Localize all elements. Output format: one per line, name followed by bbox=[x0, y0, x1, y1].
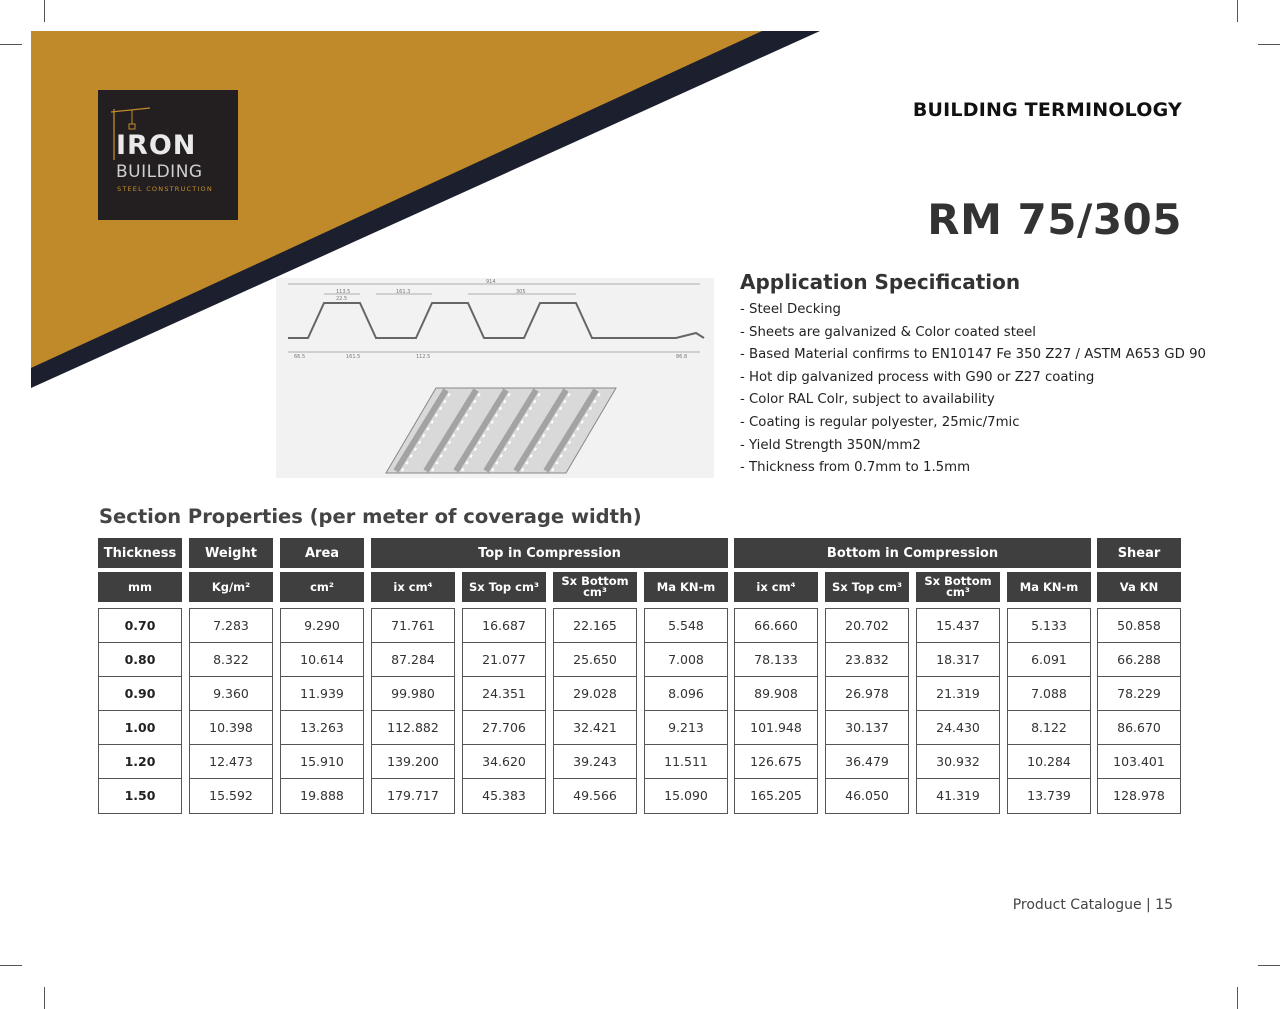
logo-wordmark: IRON bbox=[116, 130, 197, 161]
table-cell: 165.205 bbox=[734, 778, 818, 814]
table-cell: 103.401 bbox=[1097, 744, 1181, 780]
table-cell: 20.702 bbox=[825, 608, 909, 644]
unit-header: ix cm⁴ bbox=[734, 572, 818, 602]
dim-label: 66.5 bbox=[294, 354, 306, 360]
spec-item: - Thickness from 0.7mm to 1.5mm bbox=[740, 460, 971, 476]
dim-label: 86.8 bbox=[676, 354, 688, 360]
table-cell: 11.939 bbox=[280, 676, 364, 712]
table-cell: 15.592 bbox=[189, 778, 273, 814]
table-cell: 19.888 bbox=[280, 778, 364, 814]
group-header-top-compression: Top in Compression bbox=[371, 538, 728, 568]
group-header-shear: Shear bbox=[1097, 538, 1181, 568]
unit-header: ix cm⁴ bbox=[371, 572, 455, 602]
table-cell: 50.858 bbox=[1097, 608, 1181, 644]
table-cell: 34.620 bbox=[462, 744, 546, 780]
table-cell: 179.717 bbox=[371, 778, 455, 814]
group-header-bottom-compression: Bottom in Compression bbox=[734, 538, 1091, 568]
table-cell: 11.511 bbox=[644, 744, 728, 780]
table-cell: 39.243 bbox=[553, 744, 637, 780]
group-header-thickness: Thickness bbox=[98, 538, 182, 568]
table-cell: 15.910 bbox=[280, 744, 364, 780]
table-cell: 26.978 bbox=[825, 676, 909, 712]
header-label: BUILDING TERMINOLOGY bbox=[912, 99, 1182, 121]
row-thickness-cell: 0.80 bbox=[98, 642, 182, 678]
table-cell: 86.670 bbox=[1097, 710, 1181, 746]
section-title: Section Properties (per meter of coverage width) bbox=[99, 505, 642, 528]
spec-item: - Sheets are galvanized & Color coated steel bbox=[740, 324, 1036, 340]
table-cell: 46.050 bbox=[825, 778, 909, 814]
table-cell: 78.133 bbox=[734, 642, 818, 678]
table-cell: 7.008 bbox=[644, 642, 728, 678]
table-cell: 89.908 bbox=[734, 676, 818, 712]
deck-sheet-3d bbox=[386, 388, 616, 473]
table-cell: 21.319 bbox=[916, 676, 1000, 712]
logo-tagline: STEEL CONSTRUCTION bbox=[117, 185, 213, 193]
table-cell: 7.088 bbox=[1007, 676, 1091, 712]
unit-header: mm bbox=[98, 572, 182, 602]
table-cell: 29.028 bbox=[553, 676, 637, 712]
table-cell: 99.980 bbox=[371, 676, 455, 712]
spec-item: - Coating is regular polyester, 25mic/7mic bbox=[740, 414, 1020, 430]
dim-label: 22.5 bbox=[336, 296, 348, 302]
table-cell: 13.739 bbox=[1007, 778, 1091, 814]
table-cell: 5.548 bbox=[644, 608, 728, 644]
group-header-area: Area bbox=[280, 538, 364, 568]
page-footer: Product Catalogue | 15 bbox=[1012, 897, 1173, 913]
table-cell: 15.090 bbox=[644, 778, 728, 814]
dim-label: 112.5 bbox=[416, 354, 431, 360]
table-cell: 78.229 bbox=[1097, 676, 1181, 712]
table-cell: 27.706 bbox=[462, 710, 546, 746]
unit-header: Sx Top cm³ bbox=[825, 572, 909, 602]
table-cell: 36.479 bbox=[825, 744, 909, 780]
table-cell: 49.566 bbox=[553, 778, 637, 814]
dim-label: 161.3 bbox=[396, 289, 411, 295]
dim-label: 161.5 bbox=[346, 354, 361, 360]
table-cell: 18.317 bbox=[916, 642, 1000, 678]
row-thickness-cell: 1.00 bbox=[98, 710, 182, 746]
row-thickness-cell: 0.90 bbox=[98, 676, 182, 712]
table-cell: 10.284 bbox=[1007, 744, 1091, 780]
table-cell: 8.096 bbox=[644, 676, 728, 712]
table-cell: 8.322 bbox=[189, 642, 273, 678]
table-cell: 101.948 bbox=[734, 710, 818, 746]
table-cell: 7.283 bbox=[189, 608, 273, 644]
company-logo bbox=[98, 90, 238, 220]
table-cell: 13.263 bbox=[280, 710, 364, 746]
table-cell: 24.430 bbox=[916, 710, 1000, 746]
table-cell: 25.650 bbox=[553, 642, 637, 678]
unit-header: Kg/m² bbox=[189, 572, 273, 602]
table-cell: 9.360 bbox=[189, 676, 273, 712]
logo-subword: BUILDING bbox=[116, 162, 203, 182]
table-cell: 5.133 bbox=[1007, 608, 1091, 644]
table-cell: 139.200 bbox=[371, 744, 455, 780]
spec-list bbox=[740, 300, 1206, 481]
table-cell: 22.165 bbox=[553, 608, 637, 644]
table-cell: 32.421 bbox=[553, 710, 637, 746]
table-cell: 23.832 bbox=[825, 642, 909, 678]
row-thickness-cell: 1.50 bbox=[98, 778, 182, 814]
spec-item: - Color RAL Colr, subject to availability bbox=[740, 392, 995, 408]
table-cell: 10.614 bbox=[280, 642, 364, 678]
table-cell: 45.383 bbox=[462, 778, 546, 814]
table-cell: 87.284 bbox=[371, 642, 455, 678]
row-thickness-cell: 0.70 bbox=[98, 608, 182, 644]
table-cell: 16.687 bbox=[462, 608, 546, 644]
table-cell: 21.077 bbox=[462, 642, 546, 678]
table-cell: 71.761 bbox=[371, 608, 455, 644]
unit-header: Sx Bottom cm³ bbox=[916, 572, 1000, 602]
table-cell: 30.137 bbox=[825, 710, 909, 746]
table-cell: 10.398 bbox=[189, 710, 273, 746]
table-cell: 112.882 bbox=[371, 710, 455, 746]
dim-label: 113.5 bbox=[336, 289, 351, 295]
profile-drawing bbox=[276, 278, 714, 478]
table-cell: 126.675 bbox=[734, 744, 818, 780]
spec-title: Application Specification bbox=[740, 270, 1021, 294]
product-code: RM 75/305 bbox=[927, 195, 1182, 244]
dim-label: 914 bbox=[486, 279, 496, 285]
unit-header: Va KN bbox=[1097, 572, 1181, 602]
table-cell: 41.319 bbox=[916, 778, 1000, 814]
row-thickness-cell: 1.20 bbox=[98, 744, 182, 780]
unit-header: Sx Top cm³ bbox=[462, 572, 546, 602]
table-cell: 128.978 bbox=[1097, 778, 1181, 814]
table-cell: 15.437 bbox=[916, 608, 1000, 644]
table-cell: 24.351 bbox=[462, 676, 546, 712]
deck-profile-diagram bbox=[276, 278, 714, 478]
spec-item: - Yield Strength 350N/mm2 bbox=[740, 437, 921, 453]
dim-label: 305 bbox=[516, 289, 526, 295]
table-cell: 9.290 bbox=[280, 608, 364, 644]
table-cell: 66.288 bbox=[1097, 642, 1181, 678]
spec-item: - Based Material confirms to EN10147 Fe 350 Z27 / ASTM A653 GD 90 bbox=[740, 347, 1207, 363]
unit-header: Sx Bottom cm³ bbox=[553, 572, 637, 602]
table-cell: 9.213 bbox=[644, 710, 728, 746]
table-cell: 12.473 bbox=[189, 744, 273, 780]
table-cell: 30.932 bbox=[916, 744, 1000, 780]
spec-item: - Hot dip galvanized process with G90 or Z27 coating bbox=[740, 369, 1095, 385]
unit-header: Ma KN-m bbox=[644, 572, 728, 602]
spec-item: - Steel Decking bbox=[740, 302, 841, 317]
unit-header: cm² bbox=[280, 572, 364, 602]
unit-header: Ma KN-m bbox=[1007, 572, 1091, 602]
table-cell: 6.091 bbox=[1007, 642, 1091, 678]
group-header-weight: Weight bbox=[189, 538, 273, 568]
table-cell: 66.660 bbox=[734, 608, 818, 644]
table-cell: 8.122 bbox=[1007, 710, 1091, 746]
